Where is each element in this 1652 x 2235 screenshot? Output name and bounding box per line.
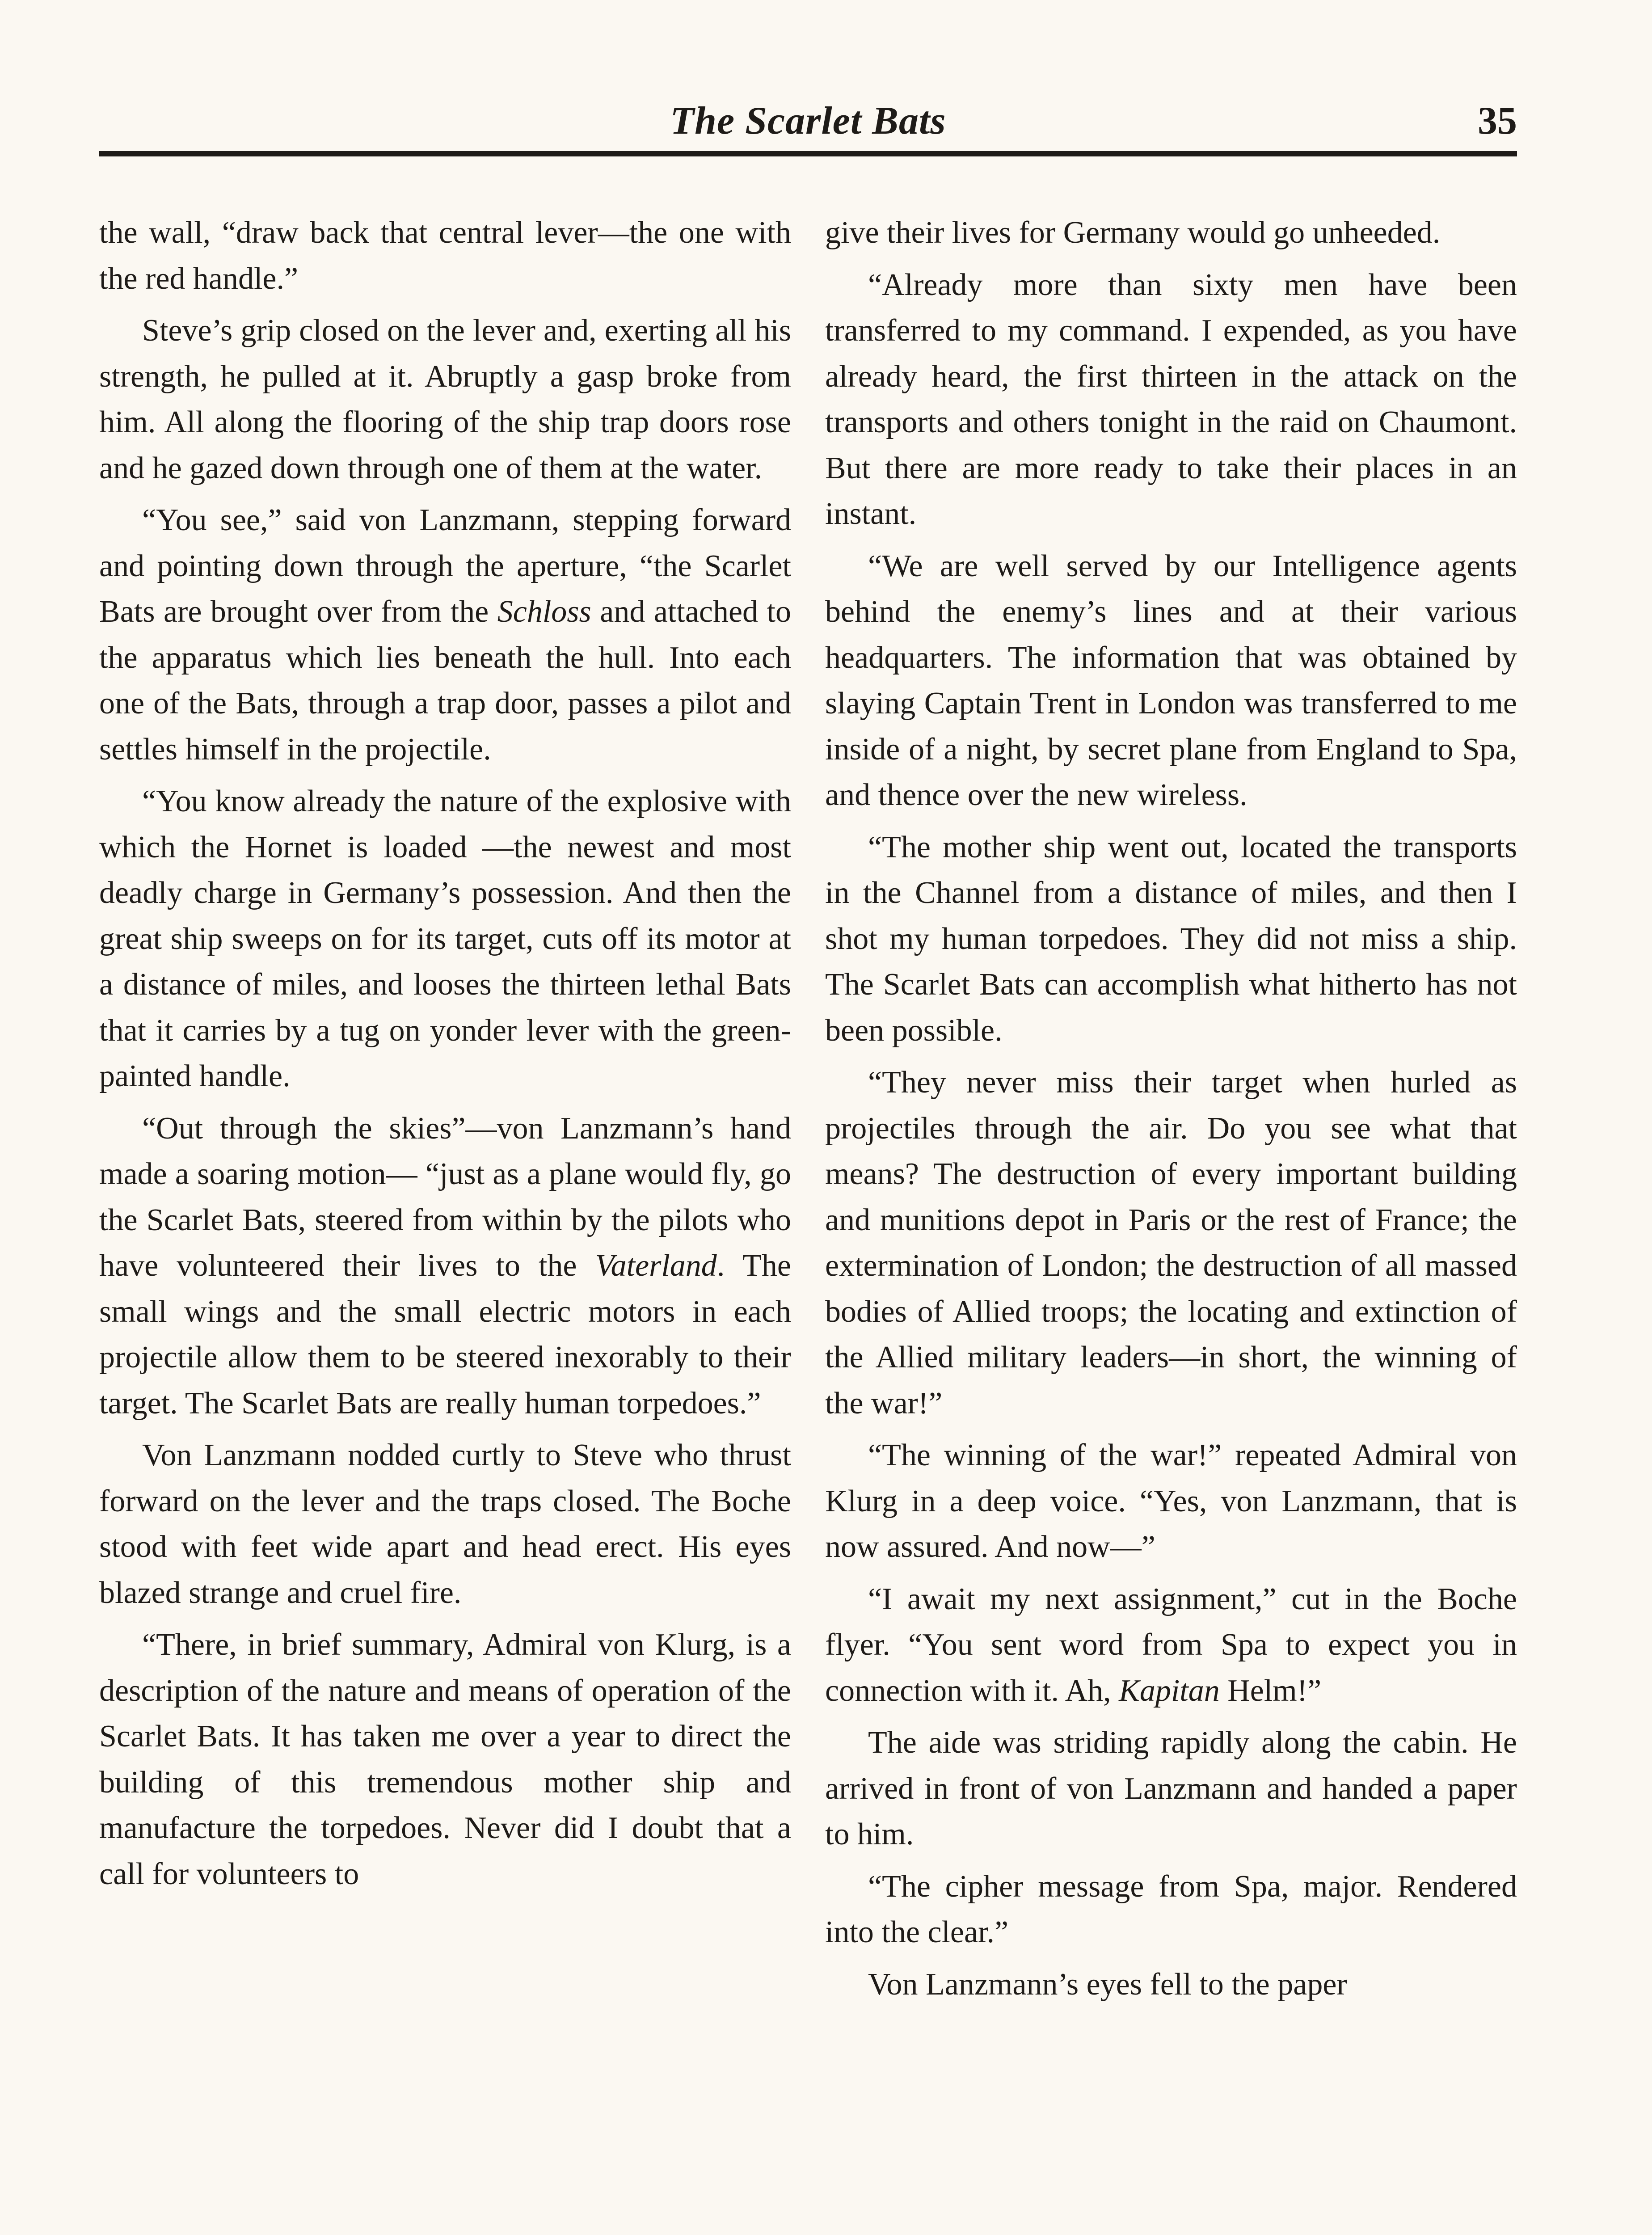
paragraph: “I await my next assignment,” cut in the Boche flyer. “You sent word from Spa to expect you in connection with it. Ah, Kapitan Helm!” <box>825 1581 1517 1708</box>
paragraph: give their lives for Germany would go unheeded. <box>825 215 1441 250</box>
paragraph: “You know already the nature of the explosive with which the Hornet is loaded —the newest and most deadly charge in Germany’s possession. And then the great ship sweeps on for its target, cuts off its motor at a distance of miles, and looses the thirteen lethal Bats that it carries by a tug on yonder lever with the greenpainted handle. <box>99 784 791 1093</box>
italic-text: Schloss <box>497 595 591 629</box>
paragraph: Steve’s grip closed on the lever and, exerting all his strength, he pulled at it. Abruptly a gasp broke from him. All along the flooring of the ship trap doors rose and he gazed down through one of them at the water. <box>99 313 791 485</box>
paragraph: “The cipher message from Spa, major. Rendered into the clear.” <box>825 1869 1517 1949</box>
paragraph: “The mother ship went out, located the transports in the Channel from a distance of miles, and then I shot my human torpedoes. They did not miss a ship. The Scarlet Bats can accomplish what hitherto has not been possible. <box>825 830 1517 1048</box>
right-column <box>825 210 1517 2014</box>
paragraph: Von Lanzmann’s eyes fell to the paper <box>868 1967 1347 2002</box>
running-header <box>99 89 1517 152</box>
paragraph: The aide was striding rapidly along the cabin. He arrived in front of von Lanzmann and handed a paper to him. <box>825 1725 1517 1851</box>
header-rule <box>99 151 1517 156</box>
page-number: 35 <box>1478 99 1517 143</box>
left-column <box>99 210 791 1903</box>
paragraph: “You see,” said von Lanzmann, stepping forward and pointing down through the aperture, “the Scarlet Bats are brought over from the Schloss and attached to the apparatus which lies beneath the hull. Into each one of the Bats, through a trap door, passes a pilot and settles himself in the projectile. <box>99 503 791 767</box>
paragraph: “Out through the skies”—von Lanzmann’s hand made a soaring motion— “just as a plane would fly, go the Scarlet Bats, steered from within by the pilots who have volunteered their lives to the Vaterland. The small wings and the small electric motors in each projectile allow them to be steered inexorably to their target. The Scarlet Bats are really human torpedoes.” <box>99 1111 791 1421</box>
paragraph: “The winning of the war!” repeated Admiral von Klurg in a deep voice. “Yes, von Lanzmann, that is now assured. And now—” <box>825 1438 1517 1564</box>
paragraph: “They never miss their target when hurled as projectiles through the air. Do you see what that means? The destruction of every important building and munitions depot in Paris or the rest of France; the extermination of London; the destruction of all massed bodies of Allied troops; the locating and extinction of the Allied military leaders—in short, the winning of the war!” <box>825 1065 1517 1421</box>
paragraph: “We are well served by our Intelligence agents behind the enemy’s lines and at their various headquarters. The information that was obtained by slaying Captain Trent in London was transferred to me inside of a night, by secret plane from England to Spa, and thence over the new wireless. <box>825 548 1517 812</box>
paragraph: Von Lanzmann nodded curtly to Steve who thrust forward on the lever and the traps closed. The Boche stood with feet wide apart and head erect. His eyes blazed strange and cruel fire. <box>99 1438 791 1610</box>
running-title: The Scarlet Bats <box>670 99 946 143</box>
italic-text: Kapitan <box>1119 1673 1220 1708</box>
paragraph: “There, in brief summary, Admiral von Klurg, is a description of the nature and means of operation of the Scarlet Bats. It has taken me over a year to direct the building of this tremendous mother ship and manufacture the torpedoes. Never did I doubt that a call for volunteers to <box>99 1628 791 1891</box>
italic-text: Vaterland <box>595 1248 717 1283</box>
paragraph: the wall, “draw back that central lever—the one with the red handle.” <box>99 215 791 296</box>
paragraph: “Already more than sixty men have been transferred to my command. I expended, as you have already heard, the first thirteen in the attack on the transports and others tonight in the raid on Chaumont. But there are more ready to take their places in an instant. <box>825 267 1517 531</box>
